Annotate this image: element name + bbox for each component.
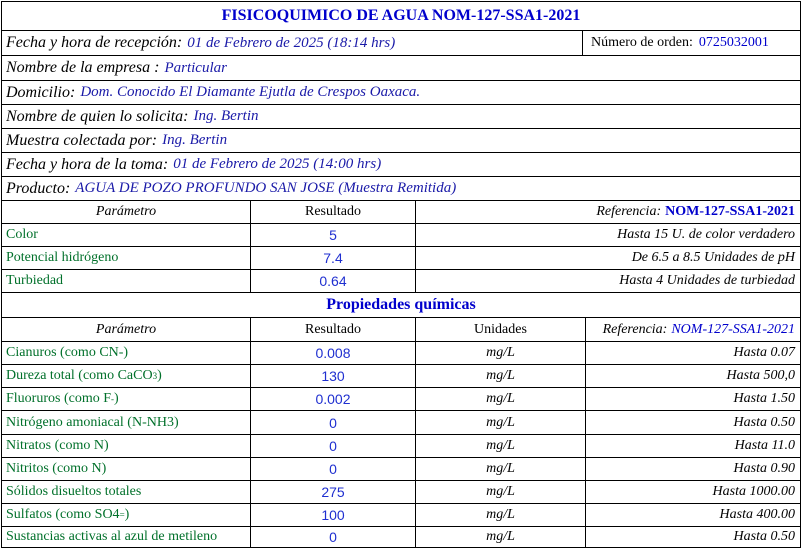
param-result: 275 — [250, 481, 415, 503]
chemical-param-header: Parámetro — [95, 321, 157, 337]
reception-field — [6, 31, 578, 55]
param-name: Sulfatos (como SO4 = ) — [6, 507, 130, 522]
param-result: 100 — [250, 504, 415, 526]
reception-value: 01 de Febrero de 2025 (18:14 hrs) — [187, 34, 396, 51]
chemical-header-row — [2, 318, 800, 342]
physical-header-row — [2, 201, 800, 224]
reception-label: Fecha y hora de recepción: — [6, 34, 183, 51]
chemical-row — [2, 527, 800, 547]
company-field — [6, 56, 796, 80]
order-number: 0725032001 — [698, 35, 769, 50]
collector-value: Ing. Bertin — [162, 132, 228, 148]
param-name: Nitratos (como N) — [6, 438, 109, 453]
param-unit: mg/L — [415, 527, 585, 547]
param-unit: mg/L — [415, 342, 585, 364]
param-reference: Hasta 4 Unidades de turbiedad — [415, 270, 800, 292]
reception-row — [2, 31, 800, 56]
company-row — [2, 56, 800, 81]
param-name: Fluoruros (como F - ) — [6, 391, 119, 406]
param-reference: Hasta 11.0 — [585, 435, 800, 457]
requester-value: Ing. Bertin — [193, 108, 259, 124]
param-name: Sustancias activas al azul de metileno — [6, 529, 218, 544]
param-name-close: ) — [157, 368, 162, 383]
param-result: 5 — [250, 224, 415, 246]
chemical-units-header: Unidades — [415, 318, 585, 341]
sampling-field — [6, 153, 796, 176]
param-result: 0.002 — [250, 388, 415, 410]
param-name-text: Fluoruros (como F — [6, 391, 111, 406]
param-name-text: Sulfatos (como SO4 — [6, 507, 120, 522]
requester-field — [6, 105, 796, 128]
physical-ref-standard: NOM-127-SSA1-2021 — [665, 204, 795, 219]
param-reference: Hasta 0.50 — [585, 527, 800, 547]
physical-row — [2, 224, 800, 247]
param-name: Color — [6, 227, 38, 242]
physical-param-header: Parámetro — [95, 204, 157, 219]
param-result: 0 — [250, 527, 415, 547]
param-name: Sólidos disueltos totales — [6, 484, 142, 499]
param-name: Dureza total (como CaCO 3 ) — [6, 368, 162, 383]
param-result: 0.64 — [250, 270, 415, 292]
physical-row — [2, 270, 800, 293]
requester-label: Nombre de quien lo solicita: — [6, 107, 189, 125]
address-value: Dom. Conocido El Diamante Ejutla de Crespos Oaxaca. — [80, 84, 421, 100]
address-row — [2, 81, 800, 105]
company-label: Nombre de la empresa : — [6, 59, 160, 76]
collector-field — [6, 129, 796, 152]
param-reference: Hasta 400.00 — [585, 504, 800, 526]
param-reference: De 6.5 a 8.5 Unidades de pH — [415, 247, 800, 269]
param-unit: mg/L — [415, 458, 585, 480]
param-name: Potencial hidrógeno — [6, 250, 119, 265]
param-name: Turbiedad — [6, 273, 64, 288]
param-unit: mg/L — [415, 435, 585, 457]
chemical-row — [2, 411, 800, 435]
param-result: 0 — [250, 435, 415, 457]
sampling-value: 01 de Febrero de 2025 (14:00 hrs) — [173, 156, 382, 172]
company-value: Particular — [164, 59, 227, 76]
address-label: Domicilio: — [6, 83, 76, 101]
param-reference: Hasta 1000.00 — [585, 481, 800, 503]
param-result: 7.4 — [250, 247, 415, 269]
order-field — [582, 31, 800, 55]
chemical-row — [2, 481, 800, 504]
param-result: 0.008 — [250, 342, 415, 364]
chemical-section-row — [2, 293, 800, 318]
param-reference: Hasta 0.50 — [585, 411, 800, 434]
chemical-ref-standard: NOM-127-SSA1-2021 — [671, 321, 795, 337]
chemical-result-header: Resultado — [250, 318, 415, 341]
chemical-row — [2, 435, 800, 458]
sampling-row — [2, 153, 800, 177]
product-row — [2, 177, 800, 201]
chemical-ref-label: Referencia: — [602, 321, 668, 337]
product-field — [6, 177, 796, 200]
chemical-section-title: Propiedades químicas — [326, 296, 476, 313]
param-name-close: ) — [124, 507, 130, 522]
physical-ref-label: Referencia: — [596, 204, 662, 219]
chemical-ref-header — [585, 318, 800, 341]
product-label: Producto: — [6, 179, 71, 197]
param-name: Nitrógeno amoniacal (N-NH3) — [6, 414, 179, 430]
param-name: Cianuros (como CN-) — [6, 345, 129, 360]
param-reference: Hasta 0.90 — [585, 458, 800, 480]
param-result: 130 — [250, 365, 415, 387]
collector-row — [2, 129, 800, 153]
address-field — [6, 81, 796, 104]
chemical-row — [2, 388, 800, 411]
param-reference: Hasta 500,0 — [585, 365, 800, 387]
requester-row — [2, 105, 800, 129]
param-reference: Hasta 15 U. de color verdadero — [415, 224, 800, 246]
chemical-row — [2, 342, 800, 365]
param-reference: Hasta 1.50 — [585, 388, 800, 410]
report-title: FISICOQUIMICO DE AGUA NOM-127-SSA1-2021 — [221, 7, 581, 24]
param-unit: mg/L — [415, 388, 585, 410]
param-name: Nitritos (como N) — [6, 461, 107, 476]
physical-result-header: Resultado — [250, 201, 415, 223]
chemical-row — [2, 504, 800, 527]
chemical-row — [2, 458, 800, 481]
product-value: AGUA DE POZO PROFUNDO SAN JOSE (Muestra Remitida) — [75, 180, 457, 196]
param-name-text: Dureza total (como CaCO — [6, 368, 153, 383]
sampling-label: Fecha y hora de la toma: — [6, 155, 169, 173]
physical-row — [2, 247, 800, 270]
param-unit: mg/L — [415, 504, 585, 526]
param-unit: mg/L — [415, 411, 585, 434]
chemical-row — [2, 365, 800, 388]
param-result: 0 — [250, 411, 415, 434]
physical-ref-header — [415, 201, 800, 223]
param-reference: Hasta 0.07 — [585, 342, 800, 364]
report-sheet — [1, 1, 801, 548]
param-unit: mg/L — [415, 365, 585, 387]
param-unit: mg/L — [415, 481, 585, 503]
param-result: 0 — [250, 458, 415, 480]
order-label: Número de orden: — [591, 35, 693, 50]
param-name-close: ) — [114, 391, 119, 406]
title-row — [2, 2, 800, 31]
collector-label: Muestra colectada por: — [6, 131, 158, 149]
